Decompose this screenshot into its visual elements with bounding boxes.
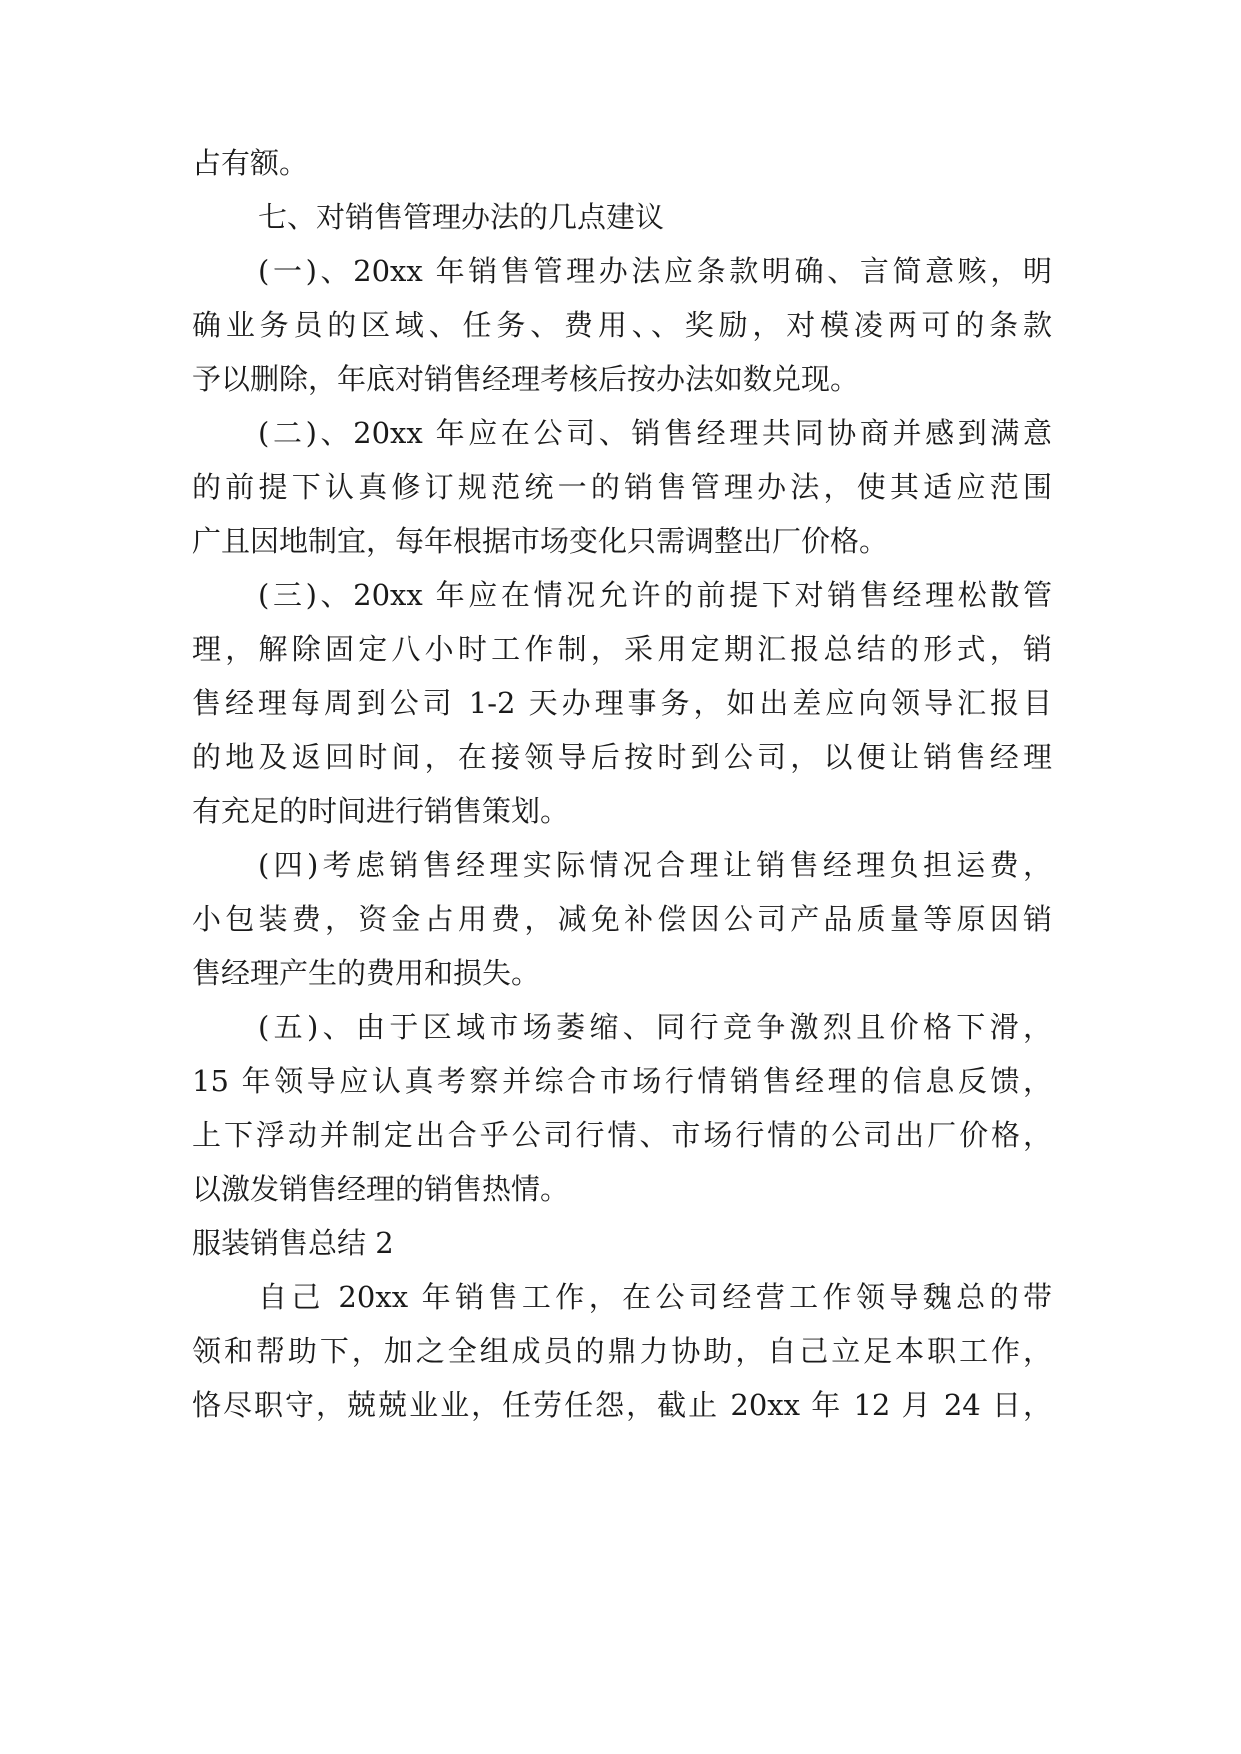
paragraph-line: 确业务员的区域、任务、费用、、奖励，对模凌两可的条款: [192, 308, 1052, 342]
paragraph-line: 的前提下认真修订规范统一的销售管理办法，使其适应范围: [192, 470, 1052, 504]
paragraph-line: 售经理产生的费用和损失。: [192, 956, 541, 990]
paragraph-line: 占有额。: [192, 146, 309, 180]
section-heading: 七、对销售管理办法的几点建议: [258, 200, 665, 234]
paragraph-line: 领和帮助下，加之全组成员的鼎力协助，自己立足本职工作，: [192, 1334, 1052, 1368]
paragraph-line: 售经理每周到公司 1-2 天办理事务，如出差应向领导汇报目: [192, 686, 1052, 720]
paragraph-line: 15 年领导应认真考察并综合市场行情销售经理的信息反馈，: [192, 1064, 1052, 1098]
paragraph-line: (五)、由于区域市场萎缩、同行竞争激烈且价格下滑，: [258, 1010, 1052, 1044]
paragraph-line: 自己 20xx 年销售工作，在公司经营工作领导魏总的带: [258, 1280, 1052, 1314]
paragraph-line: 恪尽职守，兢兢业业，任劳任怨，截止 20xx 年 12 月 24 日，: [192, 1388, 1052, 1422]
paragraph-line: 有充足的时间进行销售策划。: [192, 794, 570, 828]
paragraph-line: (一)、20xx 年销售管理办法应条款明确、言简意赅，明: [258, 254, 1052, 288]
paragraph-line: 理，解除固定八小时工作制，采用定期汇报总结的形式，销: [192, 632, 1052, 666]
paragraph-line: 广且因地制宜，每年根据市场变化只需调整出厂价格。: [192, 524, 889, 558]
paragraph-line: 上下浮动并制定出合乎公司行情、市场行情的公司出厂价格，: [192, 1118, 1052, 1152]
paragraph-line: 的地及返回时间，在接领导后按时到公司，以便让销售经理: [192, 740, 1052, 774]
document-heading: 服装销售总结 2: [192, 1226, 394, 1260]
paragraph-line: (四)考虑销售经理实际情况合理让销售经理负担运费，: [258, 848, 1052, 882]
paragraph-line: (二)、20xx 年应在公司、销售经理共同协商并感到满意: [258, 416, 1052, 450]
paragraph-line: 小包装费，资金占用费，减免补偿因公司产品质量等原因销: [192, 902, 1052, 936]
paragraph-line: 以激发销售经理的销售热情。: [192, 1172, 570, 1206]
paragraph-line: (三)、20xx 年应在情况允许的前提下对销售经理松散管: [258, 578, 1052, 612]
paragraph-line: 予以删除，年底对销售经理考核后按办法如数兑现。: [192, 362, 860, 396]
